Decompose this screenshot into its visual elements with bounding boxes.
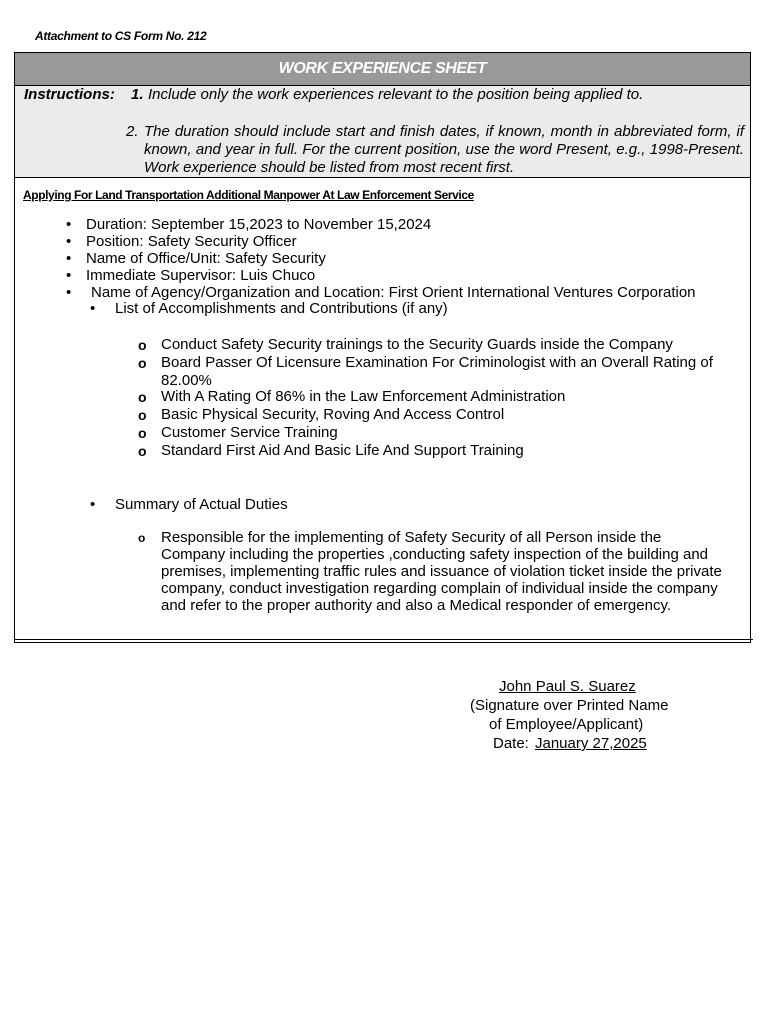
accomplishment-item: Customer Service Training [161, 424, 338, 441]
bullet-icon: • [66, 216, 72, 233]
circle-bullet-icon: o [138, 425, 147, 441]
bullet-icon: • [66, 267, 72, 284]
accomplishment-item: Basic Physical Security, Roving And Access Control [161, 406, 505, 423]
circle-bullet-icon: o [138, 389, 147, 405]
position-text: Position: Safety Security Officer [86, 233, 297, 250]
accomplishment-item: Standard First Aid And Basic Life And Support Training [161, 442, 524, 459]
duties-line: Responsible for the implementing of Safety Security of all Person inside the [161, 529, 662, 546]
agency-text: Name of Agency/Organization and Location: First Orient International Ventures Corporation [91, 284, 696, 301]
instruction-2-text: The duration should include start and finish dates, if known, month in abbreviated form, if known, and year in full. For the current position, use the word Present, e.g., 1998-Present. Work experience should be listed from most recent first. [144, 123, 744, 176]
signature-caption: of Employee/Applicant) [489, 716, 644, 733]
instruction-2-number: 2. [126, 123, 139, 140]
instructions-label: Instructions: [24, 86, 115, 103]
circle-bullet-icon: o [138, 337, 147, 353]
accomplishment-item: Board Passer Of Licensure Examination For Criminologist with an Overall Rating of [161, 354, 713, 371]
bullet-icon: • [66, 284, 72, 301]
accomplishment-item: With A Rating Of 86% in the Law Enforcement Administration [161, 388, 566, 405]
duties-line: premises, implementing traffic rules and issuance of violation ticket inside the private [161, 563, 722, 580]
instruction-1-text: Include only the work experiences relevant to the position being applied to. [148, 86, 644, 103]
office-text: Name of Office/Unit: Safety Security [86, 250, 326, 267]
instruction-1-number: 1. [131, 86, 144, 103]
circle-bullet-icon: o [138, 355, 147, 371]
duties-line: and refer to the proper authority and also a Medical responder of emergency. [161, 597, 672, 614]
circle-bullet-icon: o [138, 443, 147, 459]
bullet-icon: • [90, 496, 96, 513]
sheet-title: WORK EXPERIENCE SHEET [15, 53, 750, 86]
duration-text: Duration: September 15,2023 to November 15,2024 [86, 216, 432, 233]
date-value: January 27,2025 [535, 735, 647, 752]
applying-for-heading: Applying For Land Transportation Additional Manpower At Law Enforcement Service [23, 188, 474, 202]
sheet-bottom-rule [14, 639, 753, 640]
signature-caption: (Signature over Printed Name [470, 697, 669, 714]
date-label: Date: [493, 735, 529, 752]
duties-label: Summary of Actual Duties [115, 496, 288, 513]
accomplishment-item-continued: 82.00% [161, 372, 212, 389]
bullet-icon: • [90, 300, 96, 317]
circle-bullet-icon: o [138, 531, 146, 545]
attachment-label: Attachment to CS Form No. 212 [35, 29, 207, 43]
instructions-box [15, 86, 750, 178]
supervisor-text: Immediate Supervisor: Luis Chuco [86, 267, 316, 284]
accomplishment-item: Conduct Safety Security trainings to the Security Guards inside the Company [161, 336, 673, 353]
duties-line: Company including the properties ,conducting safety inspection of the building and [161, 546, 709, 563]
duties-line: company, conduct investigation regarding complain of individual inside the company [161, 580, 718, 597]
bullet-icon: • [66, 250, 72, 267]
bullet-icon: • [66, 233, 72, 250]
accomplishments-label: List of Accomplishments and Contributions (if any) [115, 300, 448, 317]
signature-name: John Paul S. Suarez [499, 678, 636, 695]
circle-bullet-icon: o [138, 407, 147, 423]
